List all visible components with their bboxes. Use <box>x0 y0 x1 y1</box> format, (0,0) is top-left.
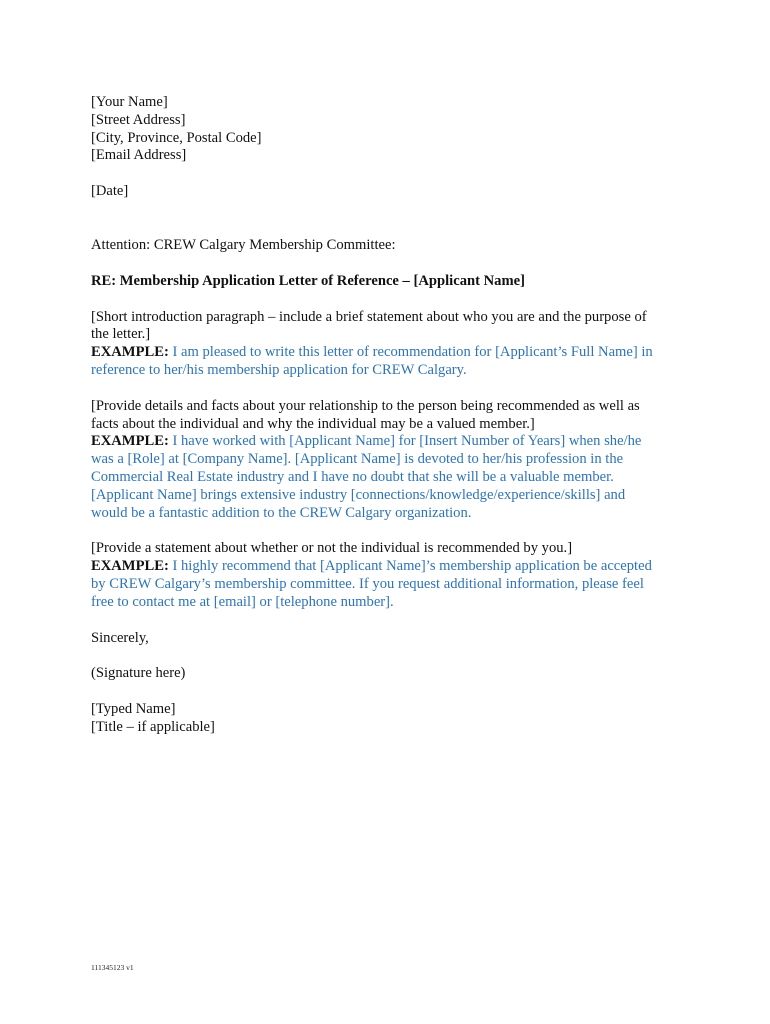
attention-line: Attention: CREW Calgary Membership Committee: <box>91 236 396 253</box>
closing: Sincerely, <box>91 629 149 646</box>
instruction-line: the letter.] <box>91 326 151 343</box>
paragraph-recommendation <box>91 540 681 611</box>
instruction-line: [Short introduction paragraph – include a brief statement about who you are and the purpose of <box>91 308 647 325</box>
instruction-line: [Provide a statement about whether or not the individual is recommended by you.] <box>91 540 573 557</box>
paragraph-relationship <box>91 398 681 523</box>
example-label: EXAMPLE: <box>91 433 169 450</box>
sender-street: [Street Address] <box>91 111 186 128</box>
example-label: EXAMPLE: <box>91 344 169 361</box>
sender-block <box>91 94 681 165</box>
paragraph-introduction <box>91 309 681 380</box>
signer-title: [Title – if applicable] <box>91 718 215 735</box>
example-text: I have worked with [Applicant Name] for [Insert Number of Years] when she/he <box>168 433 642 450</box>
instruction-line: [Provide details and facts about your relationship to the person being recommended as well as <box>91 397 640 414</box>
example-text: Commercial Real Estate industry and I have no doubt that she will be a valuable member. <box>91 468 614 485</box>
sender-email: [Email Address] <box>91 147 187 164</box>
document-id: 11134512​3 v1 <box>91 963 134 972</box>
example-text: [Applicant Name] brings extensive industry [connections/knowledge/experience/skills] and <box>91 486 626 503</box>
example-text: was a [Role] at [Company Name]. [Applicant Name] is devoted to her/his profession in the <box>91 451 624 468</box>
letter-date: [Date] <box>91 183 129 200</box>
example-line <box>91 558 681 576</box>
sender-city: [City, Province, Postal Code] <box>91 129 262 146</box>
letter-body <box>91 94 681 737</box>
example-line <box>91 433 681 451</box>
example-text: free to contact me at [email] or [telephone number]. <box>91 593 394 610</box>
sender-name: [Your Name] <box>91 94 168 110</box>
signature-placeholder: (Signature here) <box>91 665 186 682</box>
typed-name: [Typed Name] <box>91 701 176 718</box>
subject-line: RE: Membership Application Letter of Reference – [Applicant Name] <box>91 272 525 289</box>
example-line <box>91 344 681 362</box>
example-text: I highly recommend that [Applicant Name]’s membership application be accepted <box>168 558 652 575</box>
example-text: by CREW Calgary’s membership committee. If you request additional information, please feel <box>91 575 644 592</box>
example-text: reference to her/his membership application for CREW Calgary. <box>91 361 467 378</box>
example-text: would be a fantastic addition to the CREW Calgary organization. <box>91 504 472 521</box>
example-label: EXAMPLE: <box>91 558 169 575</box>
instruction-line: facts about the individual and why the individual may be a valued member.] <box>91 415 535 432</box>
example-text: I am pleased to write this letter of recommendation for [Applicant’s Full Name] in <box>168 344 653 361</box>
